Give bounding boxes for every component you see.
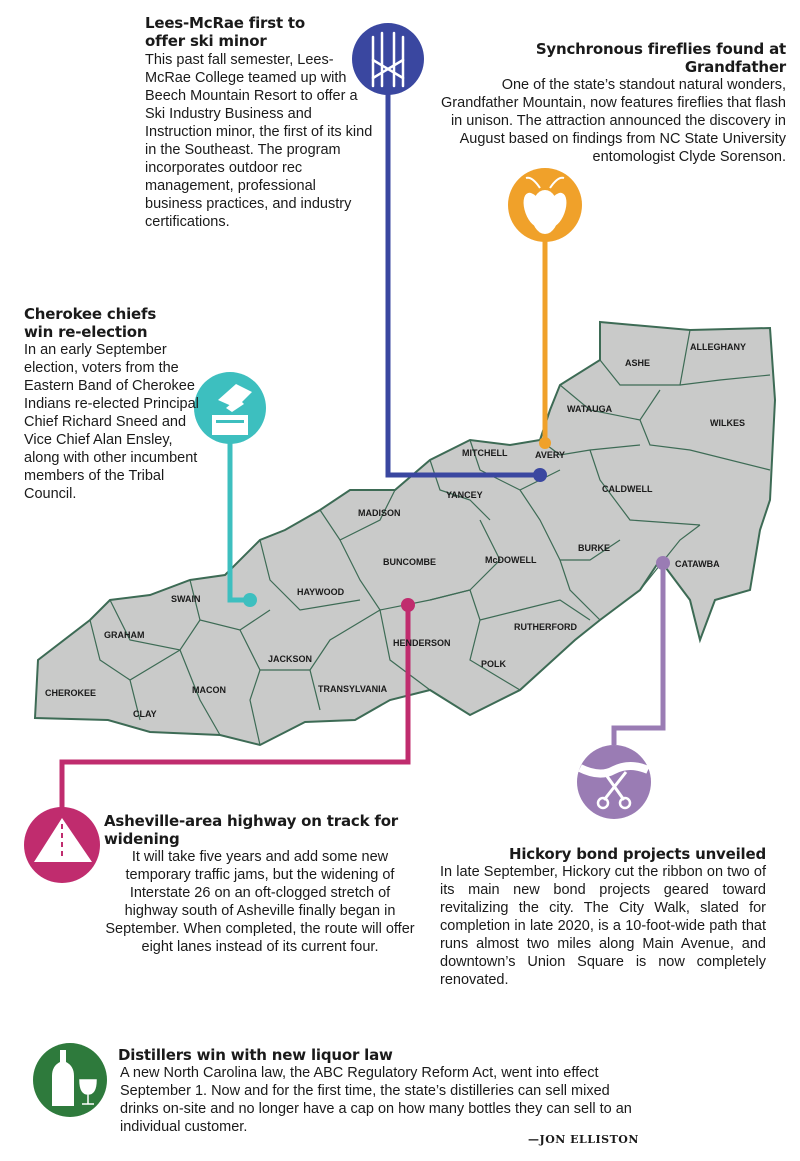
story-highway-body: It will take five years and add some new temporary traffic jams, but the widening of Interstate 26 on an oft-clogged stretch of highway south of Asheville finally began in September. When completed, the route will offer eight lanes instead of its current four. bbox=[105, 849, 415, 955]
county-label-rutherford: RUTHERFORD bbox=[514, 622, 577, 632]
story-fireflies-body: One of the state’s standout natural wonders, Grandfather Mountain, now features fireflies that flash in unison. The attraction announced the discovery in August based on findings from NC State University entomologist Clyde Sorenson. bbox=[441, 77, 786, 165]
county-label-henderson: HENDERSON bbox=[393, 638, 451, 648]
county-label-polk: POLK bbox=[481, 659, 507, 669]
county-label-clay: CLAY bbox=[133, 709, 157, 719]
story-ski bbox=[145, 14, 377, 231]
county-label-jackson: JACKSON bbox=[268, 654, 313, 664]
road-icon bbox=[24, 807, 100, 883]
county-label-swain: SWAIN bbox=[171, 594, 201, 604]
county-label-caldwell: CALDWELL bbox=[602, 484, 653, 494]
county-label-cherokee: CHEROKEE bbox=[45, 688, 97, 698]
story-hickory-title: Hickory bond projects unveiled bbox=[508, 845, 766, 863]
county-label-buncombe: BUNCOMBE bbox=[383, 557, 436, 567]
county-label-graham: GRAHAM bbox=[104, 630, 145, 640]
county-label-transylvania: TRANSYLVANIA bbox=[318, 684, 388, 694]
highway-dot bbox=[401, 598, 415, 612]
cherokee-dot bbox=[243, 593, 257, 607]
county-label-alleghany: ALLEGHANY bbox=[690, 342, 746, 352]
story-cherokee-title: Cherokee chiefs win re-election bbox=[24, 305, 157, 341]
story-highway bbox=[104, 812, 416, 956]
county-label-mcdowell: McDOWELL bbox=[485, 555, 537, 565]
county-label-macon: MACON bbox=[192, 685, 226, 695]
county-label-haywood: HAYWOOD bbox=[297, 587, 345, 597]
story-distillers-title: Distillers win with new liquor law bbox=[118, 1046, 393, 1064]
fireflies-dot bbox=[539, 437, 551, 449]
county-label-mitchell: MITCHELL bbox=[462, 448, 508, 458]
county-label-avery: AVERY bbox=[535, 450, 566, 460]
ski-dot bbox=[533, 468, 547, 482]
scissors-ribbon-icon bbox=[577, 745, 651, 819]
bottle-glass-icon bbox=[33, 1043, 107, 1117]
firefly-icon bbox=[508, 168, 582, 242]
story-ski-title: Lees-McRae first to offer ski minor bbox=[145, 14, 306, 50]
county-label-wilkes: WILKES bbox=[710, 418, 745, 428]
county-label-watauga: WATAUGA bbox=[567, 404, 613, 414]
story-distillers bbox=[100, 1046, 660, 1136]
story-distillers-body: A new North Carolina law, the ABC Regulatory Reform Act, went into effect September 1. Now and for the first time, the state’s distilleries can sell mixed drinks on-site and no longer have a cap on how many bottles they can sell to an individual customer. bbox=[120, 1065, 632, 1135]
county-label-catawba: CATAWBA bbox=[675, 559, 720, 569]
story-fireflies bbox=[440, 40, 786, 166]
story-cherokee-body: In an early September election, voters from the Eastern Band of Cherokee Indians re-elected Principal Chief Richard Sneed and Vice Chief Alan Ensley, along with other incumbent members of the Tribal Council. bbox=[24, 342, 199, 502]
story-cherokee bbox=[24, 305, 206, 503]
county-label-ashe: ASHE bbox=[625, 358, 651, 368]
byline: —JON ELLISTON bbox=[528, 1133, 639, 1146]
story-hickory bbox=[440, 845, 766, 989]
story-hickory-body: In late September, Hickory cut the ribbon on two of its main new bond projects geared toward revitalizing the city. The City Walk, slated for completion in late 2020, is a 10-foot-wide path that runs almost two miles along Main Avenue, and downtown’s Union Square is now completely renovated. bbox=[440, 864, 766, 988]
hickory-dot bbox=[656, 556, 670, 570]
county-label-yancey: YANCEY bbox=[446, 490, 483, 500]
story-ski-body: This past fall semester, Lees-McRae College teamed up with Beech Mountain Resort to offer a Ski Industry Business and Instruction minor, the first of its kind in the Southeast. The program incorporates outdoor rec management, professional business practices, and industry certifications. bbox=[145, 52, 373, 230]
story-fireflies-title: Synchronous fireflies found at Grandfather bbox=[535, 40, 786, 76]
story-highway-title: Asheville-area highway on track for widening bbox=[104, 812, 398, 848]
county-label-madison: MADISON bbox=[358, 508, 401, 518]
county-label-burke: BURKE bbox=[578, 543, 611, 553]
